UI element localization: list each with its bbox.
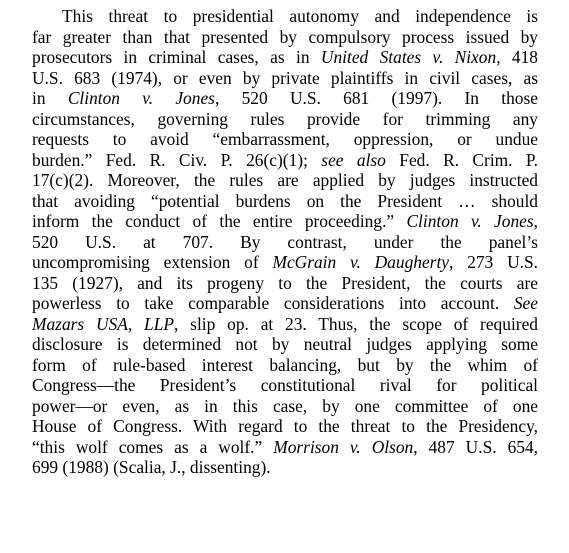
body-text: 699 (1988) (Scalia, J., dissenting).	[32, 457, 271, 477]
body-text: disclosure is determined not by neutral judges applying some	[32, 334, 538, 354]
text-line	[32, 170, 538, 191]
body-text: ,	[533, 211, 538, 231]
body-text: U.S. 683 (1974), or even by private plaintiffs in civil cases, as	[32, 67, 538, 88]
text-line	[32, 375, 538, 396]
text-line	[32, 68, 538, 89]
text-line	[32, 355, 538, 376]
body-text: inform the conduct of the entire proceeding.”	[32, 211, 407, 231]
text-line	[32, 457, 538, 478]
body-text: House of Congress. With regard to the threat to the Presidency,	[32, 416, 538, 436]
body-text: 135 (1927), and its progeny to the President, the courts are	[32, 272, 538, 293]
case-citation-text: Clinton v. Jones	[406, 211, 534, 231]
case-citation-text: See	[513, 293, 538, 313]
body-text: in	[32, 88, 68, 108]
body-text: form of rule-based interest balancing, but by the whim of	[32, 354, 538, 375]
text-line	[32, 129, 538, 150]
case-citation-text: United States v. Nixon	[320, 47, 497, 67]
text-line	[32, 293, 538, 314]
body-text: that avoiding “potential burdens on the President … should	[32, 190, 538, 211]
body-text: , 418	[496, 47, 539, 67]
body-text: prosecutors in criminal cases, as in	[32, 47, 321, 67]
body-text: , slip op. at 23. Thus, the scope of required	[174, 313, 538, 334]
body-text: Congress—the President’s constitutional rival for political	[32, 375, 538, 395]
body-text: burden.” Fed. R. Civ. P. 26(c)(1);	[32, 149, 322, 170]
body-text: , 487 U.S. 654,	[413, 436, 539, 457]
body-text: far greater than that presented by compulsory process issued by	[32, 26, 538, 47]
body-text: circumstances, governing rules provide for trimming any	[32, 108, 538, 129]
text-line	[32, 273, 538, 294]
text-line	[32, 232, 538, 253]
text-line	[32, 109, 538, 130]
body-text: 17(c)(2). Moreover, the rules are applied by judges instructed	[32, 170, 538, 190]
text-line	[32, 437, 538, 458]
body-text: uncompromising extension of	[32, 252, 273, 272]
body-text: “this wolf comes as a wolf.”	[32, 436, 274, 457]
text-line	[32, 396, 538, 417]
text-line	[32, 88, 538, 109]
body-text: , 273 U.S.	[449, 252, 538, 272]
body-text: Fed. R. Crim. P.	[385, 149, 539, 170]
text-line	[32, 416, 538, 437]
text-line	[32, 191, 538, 212]
case-citation-text: see also	[321, 149, 386, 170]
text-line	[32, 27, 538, 48]
body-text: , 520 U.S. 681 (1997). In those	[214, 88, 538, 108]
body-text: requests to avoid “embarrassment, oppression, or undue	[32, 129, 538, 149]
case-citation-text: McGrain v. Daugherty	[272, 252, 449, 272]
body-text: This threat to presidential autonomy and independence is	[62, 6, 538, 26]
text-line	[32, 6, 538, 27]
case-citation-text: Mazars USA, LLP	[32, 313, 175, 334]
text-line	[32, 334, 538, 355]
body-text: 520 U.S. at 707. By contrast, under the panel’s	[32, 231, 538, 252]
case-citation-text: Clinton v. Jones	[67, 88, 215, 108]
opinion-paragraph	[32, 6, 538, 478]
body-text: powerless to take comparable considerations into account.	[32, 293, 514, 313]
text-line	[32, 314, 538, 335]
text-line	[32, 47, 538, 68]
body-text: power—or even, as in this case, by one committee of one	[32, 395, 538, 416]
text-line	[32, 211, 538, 232]
case-citation-text: Morrison v. Olson	[273, 436, 414, 457]
text-line	[32, 150, 538, 171]
text-line	[32, 252, 538, 273]
